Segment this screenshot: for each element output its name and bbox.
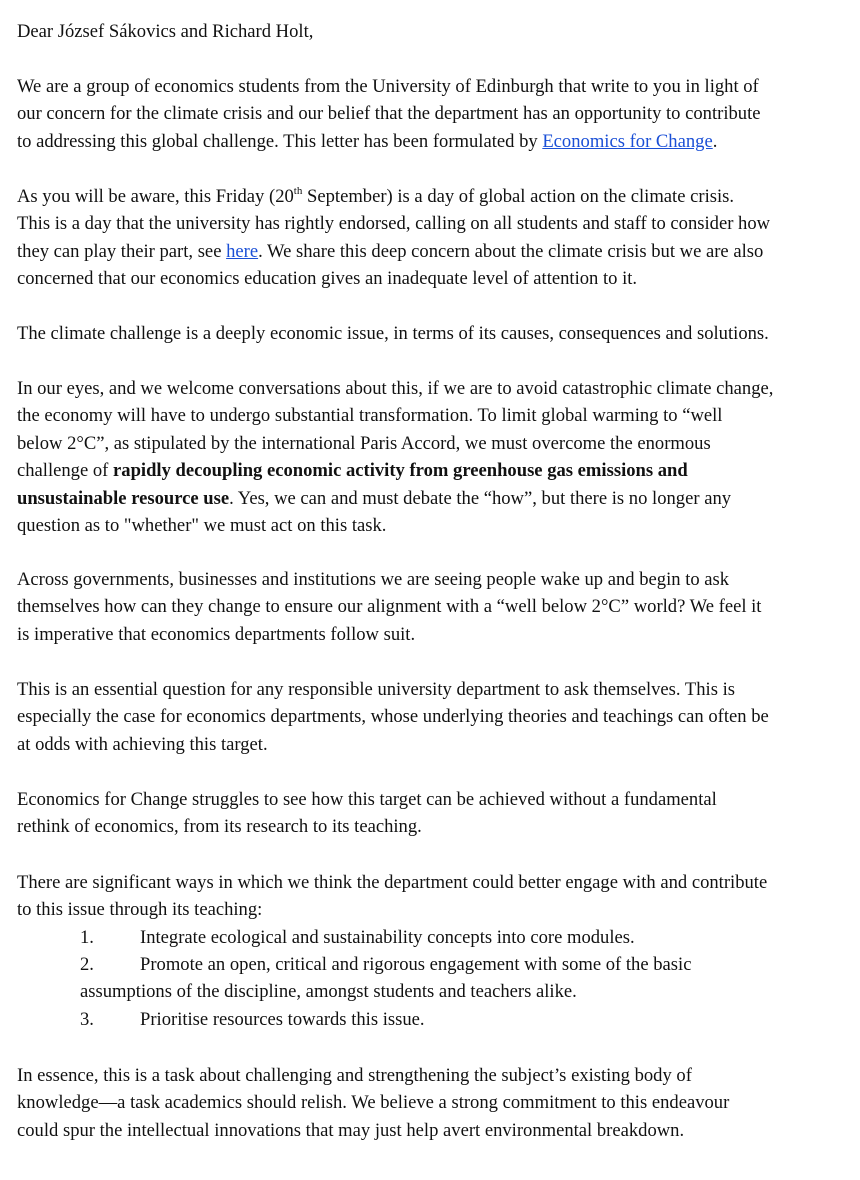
- text-line: themselves how can they change to ensure our alignment with a “well below 2°C” world? We feel it: [17, 596, 762, 618]
- list-number: 3.: [80, 1009, 94, 1030]
- here-link[interactable]: here: [226, 240, 259, 262]
- text-line: rethink of economics, from its research to its teaching.: [17, 816, 422, 838]
- paragraph-intro: [17, 73, 847, 155]
- ordinal-superscript: th: [293, 184, 303, 197]
- text-line: our concern for the climate crisis and our belief that the department has an opportunity to contribute: [17, 103, 761, 125]
- paragraph-wake-up: [17, 566, 847, 648]
- text-line: This is an essential question for any responsible university department to ask themselves. This is: [17, 679, 735, 700]
- text-line: [17, 238, 847, 265]
- text-segment: .: [712, 130, 718, 152]
- list-number: 2.: [80, 954, 94, 975]
- text-line: Across governments, businesses and institutions we are seeing people wake up and begin to ask: [17, 569, 730, 590]
- paragraph-economic-issue: [17, 320, 847, 347]
- text-line: [17, 457, 847, 484]
- text-segment: . We share this deep concern about the climate crisis but we are also: [258, 240, 764, 262]
- text-line: to this issue through its teaching:: [17, 899, 263, 921]
- text-segment: to addressing this global challenge. This letter has been formulated by: [17, 130, 543, 152]
- economics-for-change-link[interactable]: Economics for Change: [542, 130, 713, 152]
- text-line: We are a group of economics students from the University of Edinburgh that write to you in light of: [17, 76, 759, 97]
- list-number: 1.: [80, 927, 94, 948]
- list-text: Promote an open, critical and rigorous engagement with some of the basic: [140, 954, 692, 975]
- text-segment: they can play their part, see: [17, 240, 227, 262]
- paragraph-closing: [17, 1062, 847, 1144]
- text-line: concerned that our economics education gives an inadequate level of attention to it.: [17, 268, 638, 290]
- text-segment: As you will be aware, this Friday (20: [17, 186, 294, 207]
- text-line: The climate challenge is a deeply economic issue, in terms of its causes, consequences and solutions.: [17, 323, 769, 344]
- text-line: [17, 183, 847, 210]
- text-line: This is a day that the university has rightly endorsed, calling on all students and staff to consider how: [17, 213, 771, 235]
- paragraph-transformation: [17, 375, 847, 539]
- list-text: Integrate ecological and sustainability concepts into core modules.: [140, 927, 635, 948]
- paragraph-rethink: [17, 786, 847, 841]
- list-item: [80, 924, 635, 951]
- text-line: especially the case for economics departments, whose underlying theories and teachings can often be: [17, 706, 769, 728]
- text-line: There are significant ways in which we think the department could better engage with and contribute: [17, 872, 768, 893]
- list-item: [80, 951, 691, 978]
- text-line: In essence, this is a task about challenging and strengthening the subject’s existing body of: [17, 1065, 692, 1086]
- text-segment: challenge of: [17, 460, 114, 482]
- text-line: In our eyes, and we welcome conversations about this, if we are to avoid catastrophic climate change,: [17, 378, 774, 399]
- list-text: Prioritise resources towards this issue.: [140, 1009, 425, 1030]
- text-line: below 2°C”, as stipulated by the international Paris Accord, we must overcome the enormous: [17, 432, 711, 454]
- list-item: [80, 1006, 425, 1033]
- list-item-continuation: [80, 978, 577, 1005]
- text-segment: September) is a day of global action on the climate crisis.: [302, 186, 735, 207]
- text-segment: . Yes, we can and must debate the “how”, but there is no longer any: [229, 487, 732, 509]
- salutation: [17, 18, 847, 45]
- text-line: Economics for Change struggles to see how this target can be achieved without a fundamental: [17, 789, 717, 810]
- text-line: is imperative that economics departments follow suit.: [17, 623, 416, 645]
- text-line: the economy will have to undergo substantial transformation. To limit global warming to “well: [17, 405, 723, 427]
- salutation-text: Dear József Sákovics and Richard Holt,: [17, 21, 314, 42]
- paragraph-global-action: [17, 183, 847, 293]
- text-line: knowledge—a task academics should relish. We believe a strong commitment to this endeavour: [17, 1092, 730, 1114]
- list-text: assumptions of the discipline, amongst students and teachers alike.: [80, 981, 577, 1002]
- bold-emphasis: unsustainable resource use: [17, 487, 230, 509]
- text-line: [17, 128, 847, 155]
- paragraph-list-intro: [17, 869, 847, 924]
- text-line: [17, 485, 847, 512]
- text-line: could spur the intellectual innovations that may just help avert environmental breakdown.: [17, 1119, 685, 1141]
- text-line: question as to "whether" we must act on this task.: [17, 515, 387, 537]
- paragraph-essential-question: [17, 676, 847, 758]
- bold-emphasis: rapidly decoupling economic activity from greenhouse gas emissions and: [113, 460, 688, 482]
- text-line: at odds with achieving this target.: [17, 733, 268, 755]
